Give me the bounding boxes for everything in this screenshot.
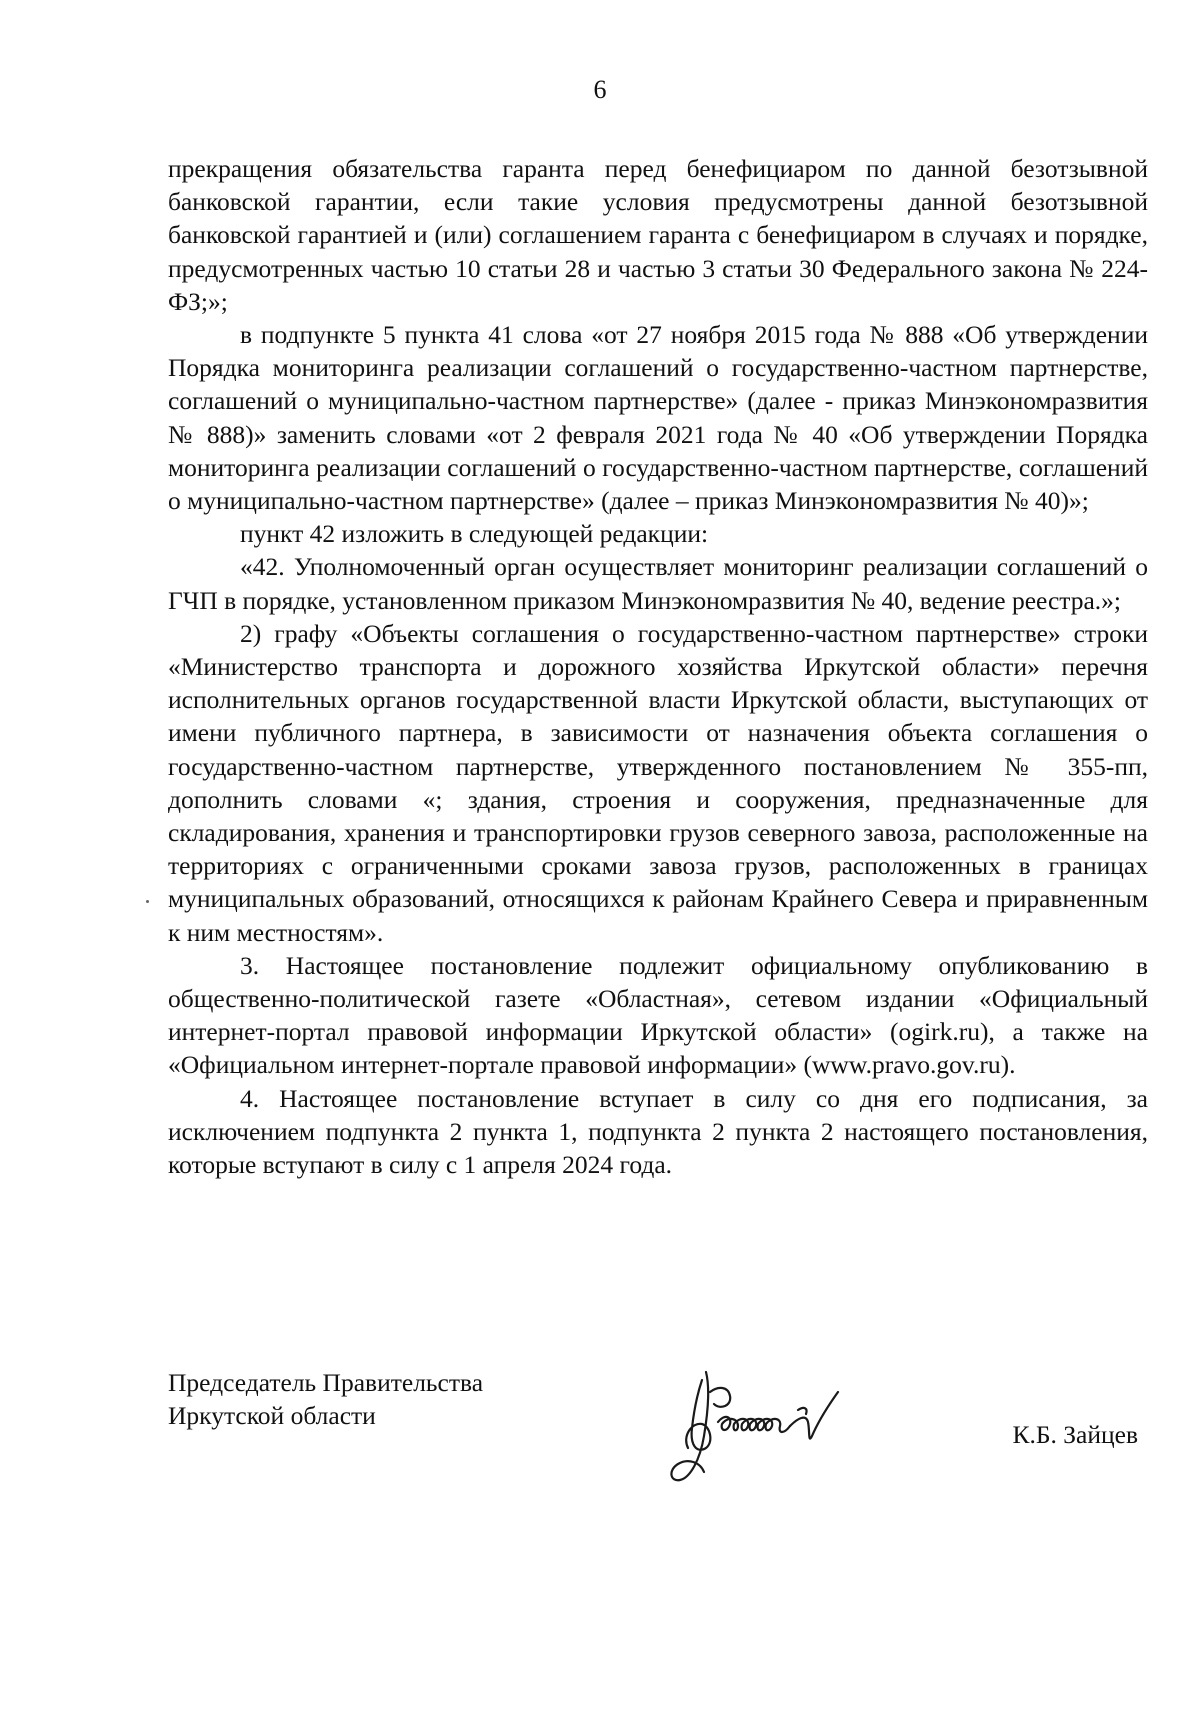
signatory-title (168, 1366, 483, 1432)
signatory-name: К.Б. Зайцев (1012, 1420, 1138, 1449)
signature-block (168, 1366, 1148, 1516)
paragraph-5: 2) графу «Объекты соглашения о государственно-частном партнерстве» строки «Министерство транспорта и дорожного хозяйства Иркутской области» перечня исполнительных органов государственной власти Иркутской области, выступающих от имени публичного партнера, в зависимости от назначения объекта соглашения о государственно-частном партнерстве, утвержденного постановлением № 355-пп, дополнить словами «; здания, строения и сооружения, предназначенные для складирования, хранения и транспортировки грузов северного завоза, расположенные на территориях с ограниченными сроками завоза грузов, расположенных в границах муниципальных образований, относящихся к районам Крайнего Севера и приравненным к ним местностям». (168, 618, 1148, 947)
page-number: 6 (593, 75, 607, 104)
paragraph-6: 3. Настоящее постановление подлежит официальному опубликованию в общественно-политической газете «Областная», сетевом издании «Официальный интернет-портал правовой информации Иркутской области» (ogirk.ru), а также на «Официальном интернет-портале правовой информации» (www.pravo.gov.ru). (168, 950, 1148, 1080)
paragraph-3: пункт 42 изложить в следующей редакции: (240, 519, 709, 549)
signatory-title-line-2: Иркутской области (168, 1401, 376, 1430)
paragraph-4: «42. Уполномоченный орган осуществляет мониторинг реализации соглашений о ГЧП в порядке, установленном приказом Минэкономразвития № 40, ведение реестра.»; (168, 552, 1148, 615)
signatory-title-line-1: Председатель Правительства (168, 1368, 484, 1397)
paragraph-1: прекращения обязательства гаранта перед бенефициаром по данной безотзывной банковской гарантии, если такие условия предусмотрены данной безотзывной банковской гарантией и (или) соглашением гаранта с бенефициаром в случаях и порядке, предусмотренных частью 10 статьи 28 и частью 3 статьи 30 Федерального закона № 224-ФЗ;»; (168, 154, 1148, 316)
scan-mark (146, 900, 149, 903)
paragraph-2: в подпункте 5 пункта 41 слова «от 27 ноября 2015 года № 888 «Об утверждении Порядка мониторинга реализации соглашений о государственно-частном партнерстве, соглашений о муниципально-частном партнерстве» (далее - приказ Минэкономразвития № 888)» заменить словами «от 2 февраля 2021 года № 40 «Об утверждении Порядка мониторинга реализации соглашений о государственно-частном партнерстве, соглашений о муниципально-частном партнерстве» (далее – приказ Минэкономразвития № 40)»; (168, 320, 1148, 516)
paragraph-7: 4. Настоящее постановление вступает в силу со дня его подписания, за исключением подпункта 2 пункта 1, подпункта 2 пункта 2 настоящего постановления, которые вступают в силу с 1 апреля 2024 года. (168, 1083, 1148, 1180)
document-body (168, 152, 1148, 1181)
handwritten-signature (658, 1352, 908, 1502)
